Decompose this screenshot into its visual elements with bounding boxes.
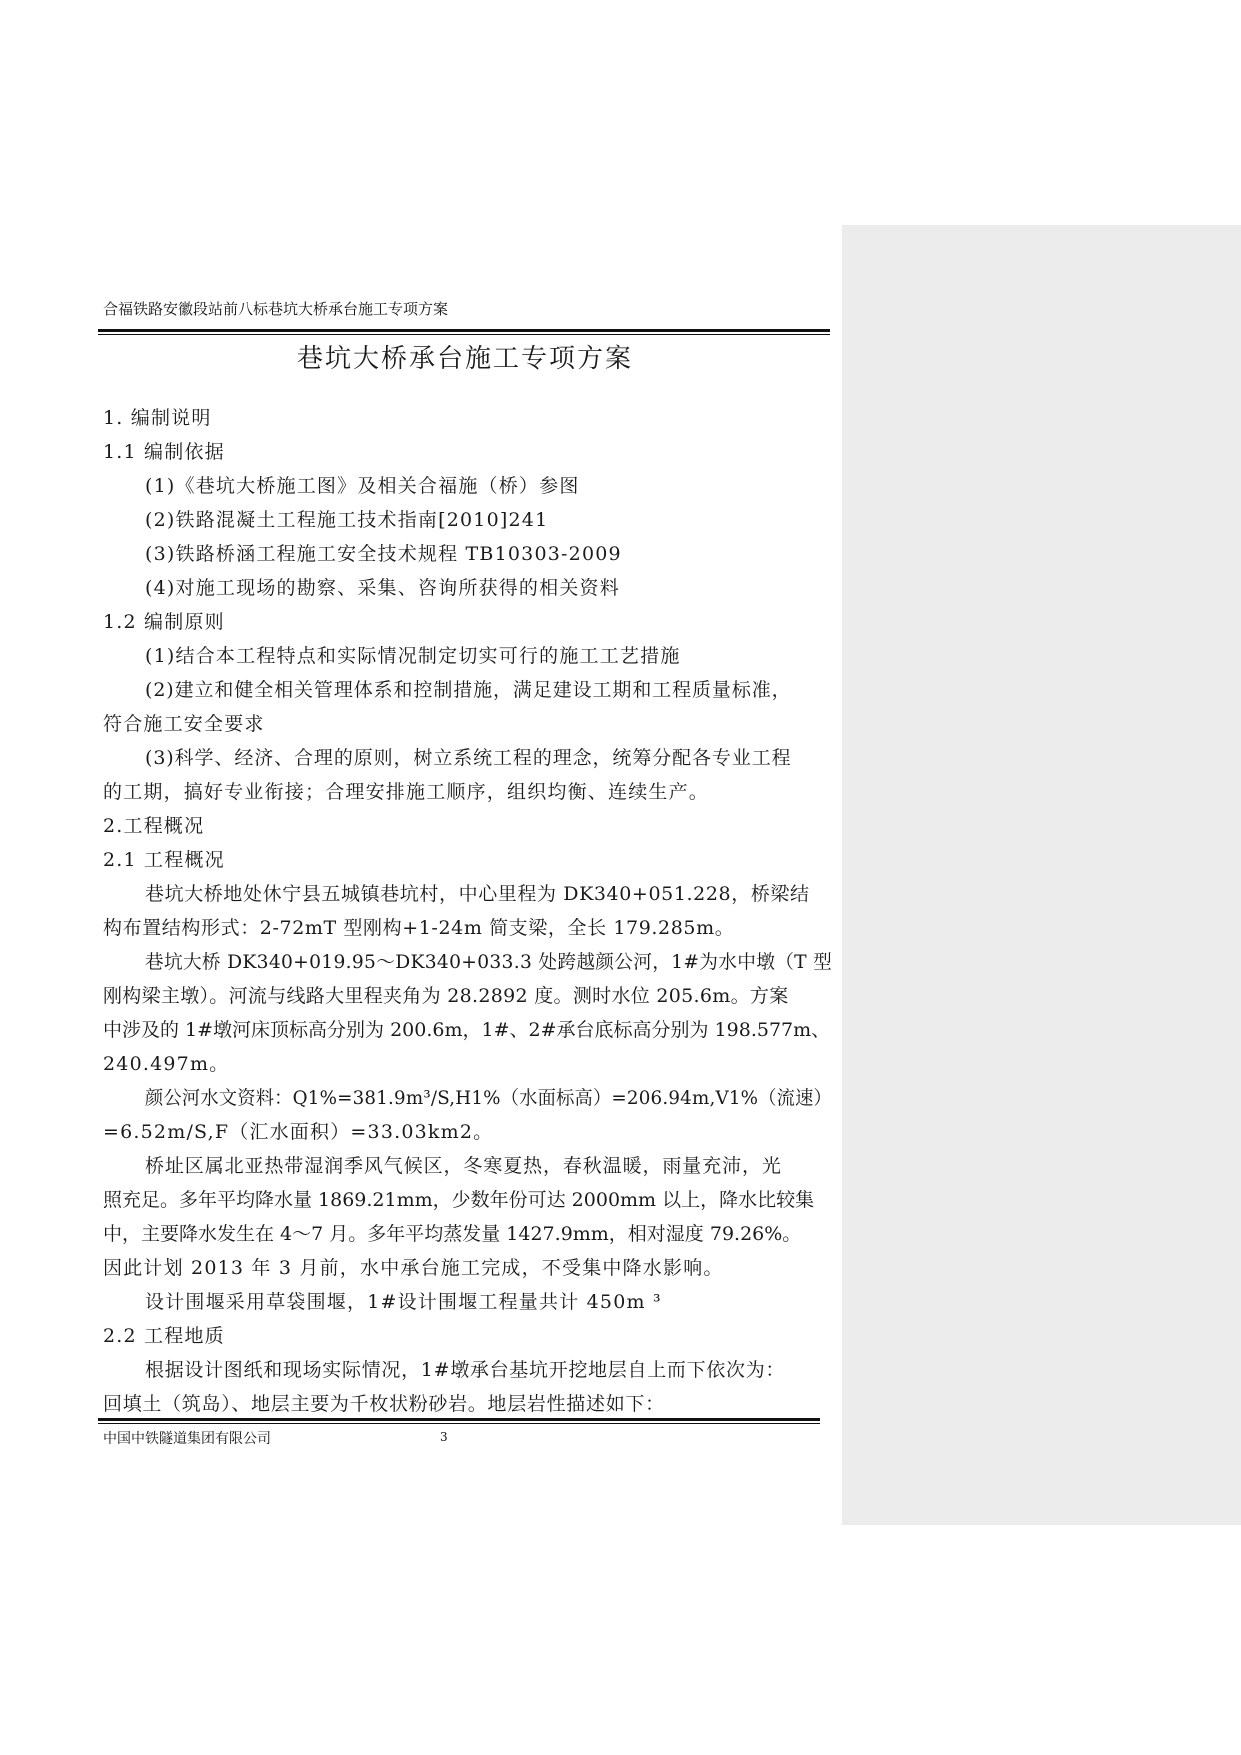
paragraph-line: 颜公河水文资料：Q1%=381.9m³/S,H1%（水面标高）=206.94m,V1%（流速）	[145, 1087, 833, 1109]
footer-rule-thin	[98, 1423, 820, 1424]
section-heading: 2.工程概况	[103, 815, 205, 837]
subsection-heading: 1.2 编制原则	[103, 611, 225, 633]
running-header: 合福铁路安徽段站前八标巷坑大桥承台施工专项方案	[103, 300, 449, 318]
footer-rule-thick	[98, 1418, 820, 1421]
paragraph-line: 巷坑大桥地处休宁县五城镇巷坑村，中心里程为 DK340+051.228，桥梁结	[145, 883, 810, 905]
paragraph-line: =6.52m/S,F（汇水面积）=33.03km2。	[103, 1121, 494, 1143]
paragraph-line: 巷坑大桥 DK340+019.95～DK340+033.3 处跨越颜公河，1#为水中墩（T 型	[145, 951, 833, 973]
paragraph-line: 回填土（筑岛）、地层主要为千枚状粉砂岩。地层岩性描述如下：	[103, 1393, 665, 1415]
subsection-heading: 2.1 工程概况	[103, 849, 225, 871]
paragraph-line: 的工期，搞好专业衔接；合理安排施工顺序，组织均衡、连续生产。	[103, 781, 710, 803]
paragraph-line: 240.497m。	[103, 1053, 230, 1075]
paragraph-line: 因此计划 2013 年 3 月前，水中承台施工完成，不受集中降水影响。	[103, 1257, 724, 1279]
list-item: (1)《巷坑大桥施工图》及相关合福施（桥）参图	[145, 475, 580, 497]
subsection-heading: 1.1 编制依据	[103, 441, 225, 463]
section-heading: 1. 编制说明	[103, 407, 212, 429]
paragraph-line: 中，主要降水发生在 4～7 月。多年平均蒸发量 1427.9mm，相对湿度 79.26%。	[103, 1223, 802, 1245]
paragraph-line: 设计围堰采用草袋围堰，1#设计围堰工程量共计 450m ³	[145, 1291, 662, 1313]
page-number: 3	[440, 1430, 448, 1444]
paragraph-line: 桥址区属北亚热带湿润季风气候区，冬寒夏热，春秋温暖，雨量充沛，光	[145, 1155, 782, 1177]
list-item: (4)对施工现场的勘察、采集、咨询所获得的相关资料	[145, 577, 620, 599]
paragraph-line: 照充足。多年平均降水量 1869.21mm，少数年份可达 2000mm 以上，降水比较集	[103, 1189, 815, 1211]
header-rule-thick	[98, 329, 830, 332]
header-rule-thin	[98, 334, 830, 335]
list-item: (3)科学、经济、合理的原则，树立系统工程的理念，统筹分配各专业工程	[145, 747, 792, 769]
paragraph-line: 构布置结构形式：2-72mT 型刚构+1-24m 简支梁，全长 179.285m。	[103, 917, 735, 939]
list-item: (2)铁路混凝土工程施工技术指南[2010]241	[145, 509, 549, 531]
paragraph-line: 中涉及的 1#墩河床顶标高分别为 200.6m，1#、2#承台底标高分别为 198.577m、	[103, 1019, 831, 1041]
list-item: (1)结合本工程特点和实际情况制定切实可行的施工工艺措施	[145, 645, 681, 667]
list-item: (3)铁路桥涵工程施工安全技术规程 TB10303-2009	[145, 543, 622, 565]
paragraph-line: 符合施工安全要求	[103, 713, 265, 735]
comment-pane	[842, 225, 1241, 1525]
document-title: 巷坑大桥承台施工专项方案	[296, 344, 633, 374]
paragraph-line: 根据设计图纸和现场实际情况，1#墩承台基坑开挖地层自上而下依次为：	[145, 1359, 786, 1381]
list-item: (2)建立和健全相关管理体系和控制措施，满足建设工期和工程质量标准，	[145, 679, 792, 701]
footer-company: 中国中铁隧道集团有限公司	[103, 1431, 271, 1447]
paragraph-line: 刚构梁主墩）。河流与线路大里程夹角为 28.2892 度。测时水位 205.6m。方案	[103, 985, 789, 1007]
subsection-heading: 2.2 工程地质	[103, 1325, 225, 1347]
